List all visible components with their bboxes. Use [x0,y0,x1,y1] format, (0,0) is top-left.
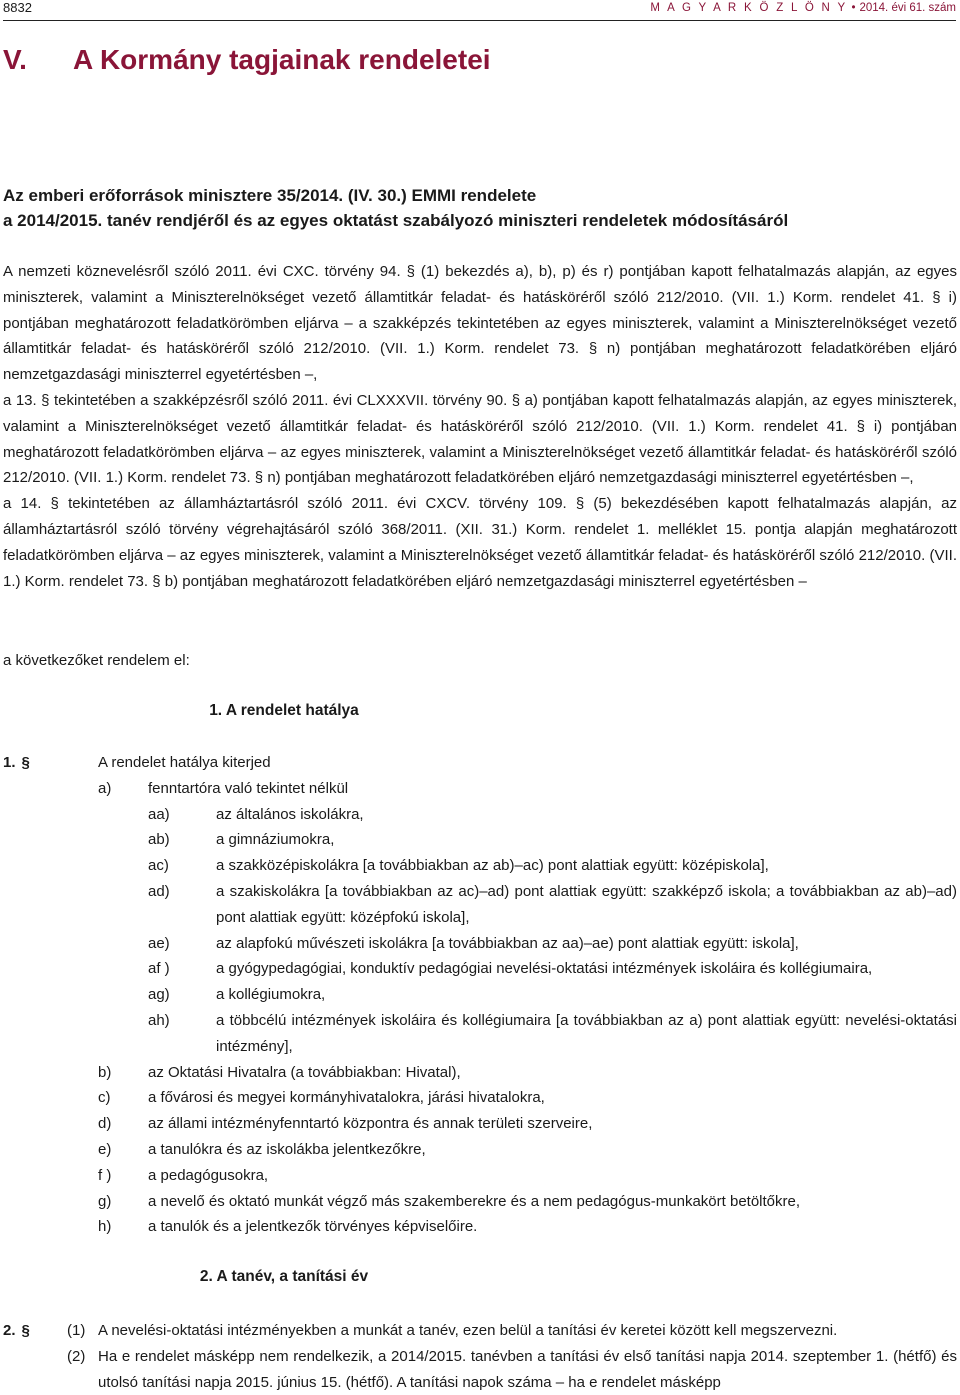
chapter-number: V. [3,44,27,75]
item-text: fenntartóra való tekintet nélkül [148,779,349,797]
item-label: c) [98,1089,111,1107]
decree-title-line-2: a 2014/2015. tanév rendjéről és az egyes oktatást szabályozó miniszteri rendeletek módosításáról [3,211,789,230]
item-label: (2) [67,1347,86,1365]
header-bullet: • [851,2,856,14]
list-item [3,1008,957,1060]
running-header [3,0,956,16]
section-sign: § [21,1322,30,1339]
item-text: A nevelési-oktatási intézményekben a munkát a tanév, ezen belül a tanítási év keretei között kell megszervezni. [98,1322,838,1339]
item-label: ad) [148,882,170,900]
item-label: ag) [148,986,170,1004]
preamble-paragraph-2: a 13. § tekintetében a szakképzésről szóló 2011. évi CLXXXVII. törvény 90. § a) pontjában kapott felhatalmazás alapján, az egyes miniszterek, valamint a Miniszterelnökséget vezető államtitkár feladat- és hatásköréről szóló 212/2010. (VII. 1.) Korm. rendelet 41. § i) pontjában meghatározott feladatkörömben eljárva – az egyes miniszterek, valamint a Miniszterelnökséget vezető államtitkár feladat- és hatásköréről szóló 212/2010. (VII. 1.) Korm. rendelet 73. § n) pontjában meghatározott feladatkörében eljáró nemzetgazdasági miniszterrel egyetértésben –, [3,391,957,487]
item-text: a pedagógusokra, [148,1166,269,1184]
item-text: a gimnáziumokra, [216,831,335,849]
header-rule [3,20,956,21]
item-label: h) [98,1218,112,1236]
paragraph-number-value: 1. [3,754,16,771]
item-label: d) [98,1115,112,1133]
item-label: ae) [148,934,170,952]
section-heading-2: 2. A tanév, a tanítási év [199,1268,369,1285]
list-item [3,827,957,853]
list-item [3,879,957,931]
item-label: g) [98,1192,112,1210]
item-label: ac) [148,857,169,875]
journal-title: M A G Y A R K Ö Z L Ö N Y [650,2,848,14]
item-list [3,776,957,1240]
item-text: Ha e rendelet másképp nem rendelkezik, a 2014/2015. tanévben a tanítási év első tanítási napja 2014. szeptember 1. (hétfő) és utolsó tanítási napja 2015. június 15. (hétfő). A tanítási napok száma – ha e rendelet másképp [98,1347,957,1391]
item-label: af ) [148,960,170,978]
list-item [3,1163,957,1189]
list-item [3,931,957,957]
chapter-title [3,42,491,78]
paragraph-2 [3,1318,957,1395]
item-label: e) [98,1140,112,1158]
item-text: a szakiskolákra [a továbbiakban az ac)–ad) pont alattiak együtt: szakképző iskola; a továbbiakban az ab)–ad) pont alattiak együtt: középfokú iskola], [216,882,957,926]
item-text: a többcélú intézmények iskoláira és kollégiumaira [a továbbiakban az a) pont alattiak együtt: nevelési-oktatási intézmény], [216,1011,957,1055]
item-text: az alapfokú művészeti iskolákra [a továbbiakban az aa)–ae) pont alattiak együtt: iskola], [216,934,799,952]
item-text: az Oktatási Hivatalra (a továbbiakban: Hivatal), [148,1063,461,1081]
chapter-title-text: A Kormány tagjainak rendeletei [73,44,491,75]
list-item [3,1111,957,1137]
section-heading-1: 1. A rendelet hatálya [209,702,359,719]
issue-number: 2014. évi 61. szám [859,2,956,14]
item-label: ah) [148,1011,170,1029]
list-item [3,1085,957,1111]
item-label: (1) [67,1322,86,1339]
item-label: a) [98,779,112,797]
list-item [3,1318,957,1344]
list-item [3,1344,957,1395]
preamble-paragraph-3: a 14. § tekintetében az államháztartásról szóló 2011. évi CXCV. törvény 109. § (5) bekezdésében kapott felhatalmazás alapján, az államháztartásról szóló törvény végrehajtásáról szóló 368/2011. (XII. 31.) Korm. rendelet 1. melléklet 15. pontja alapján meghatározott feladatkörömben eljárva – az egyes miniszterek, valamint a Miniszterelnökséget vezető államtitkár feladat- és hatásköréről szóló 212/2010. (VII. 1.) Korm. rendelet 73. § b) pontjában meghatározott feladatkörében eljáró nemzetgazdasági miniszterrel egyetértésben – [3,495,957,590]
enacting-formula: a következőket rendelem el: [3,652,190,669]
list-item [3,802,957,828]
item-text: a nevelő és oktató munkát végző más szakemberekre és a nem pedagógus-munkakört betöltőkre, [148,1192,801,1210]
item-text: az általános iskolákra, [216,805,364,823]
list-item [3,776,957,802]
item-text: az állami intézményfenntartó központra és annak területi szerveire, [148,1115,593,1133]
section-sign: § [21,754,30,771]
list-item [3,1189,957,1215]
page-number: 8832 [3,0,32,15]
item-text: a kollégiumokra, [216,986,326,1004]
preamble-paragraph-1: A nemzeti köznevelésről szóló 2011. évi CXC. törvény 94. § (1) bekezdés a), b), p) és r) pontjában kapott felhatalmazás alapján, az egyes miniszterek, valamint a Miniszterelnökséget vezető államtitkár feladat- és hatásköréről szóló 212/2010. (VII. 1.) Korm. rendelet 41. § i) pontjában meghatározott feladatkörömben eljárva – a szakképzés tekintetében az egyes miniszterek, valamint a Miniszterelnökséget vezető államtitkár feladat- és hatásköréről szóló 212/2010. (VII. 1.) Korm. rendelet 73. § n) pontjában meghatározott feladatkörében eljáró nemzetgazdasági miniszterrel egyetértésben –, [3,263,957,384]
item-text: a fővárosi és megyei kormányhivatalokra, járási hivatalokra, [148,1089,545,1107]
decree-title [3,183,953,233]
subparagraph-list [3,1318,957,1395]
list-item [3,1214,957,1240]
list-item [3,982,957,1008]
paragraph-1 [3,750,957,1240]
list-item [3,956,957,982]
item-label: f ) [98,1166,112,1184]
list-item [3,853,957,879]
item-label: ab) [148,831,170,849]
item-label: aa) [148,805,170,823]
item-text: a gyógypedagógiai, konduktív pedagógiai nevelési-oktatási intézmények iskoláira és kollégiumaira, [216,960,873,978]
paragraph-lead: A rendelet hatálya kiterjed [98,754,271,771]
decree-title-line-1: Az emberi erőforrások minisztere 35/2014. (IV. 30.) EMMI rendelete [3,186,537,205]
journal-header [650,0,956,16]
item-text: a tanulók és a jelentkezők törvényes képviselőire. [148,1218,478,1236]
list-item [3,1137,957,1163]
paragraph-number [3,750,30,776]
paragraph-number-value: 2. [3,1322,16,1339]
item-text: a szakközépiskolákra [a továbbiakban az ab)–ac) pont alattiak együtt: középiskola], [216,857,769,875]
item-text: a tanulókra és az iskolákba jelentkezőkre, [148,1140,426,1158]
item-label: b) [98,1063,112,1081]
preamble [3,259,957,594]
list-item [3,1060,957,1086]
